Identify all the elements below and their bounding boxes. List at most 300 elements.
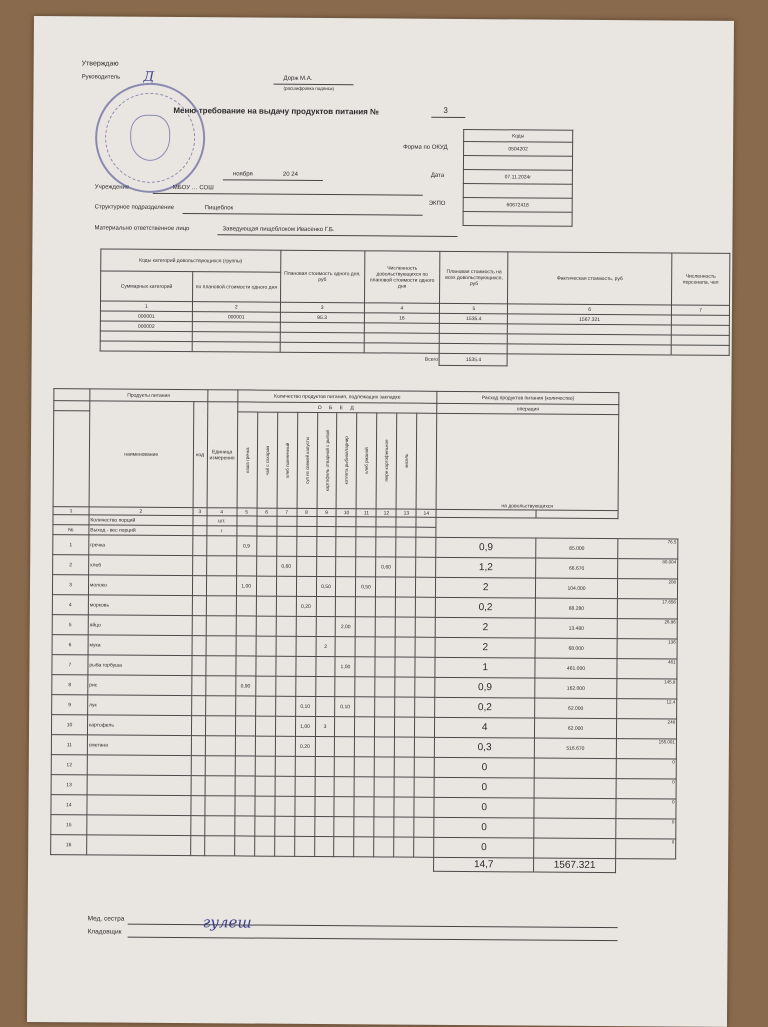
col-number: 1 xyxy=(53,507,89,515)
qty-cell xyxy=(374,817,394,837)
category-cell xyxy=(671,325,729,335)
nurse-label: Мед. сестра xyxy=(87,915,125,923)
qty-cell: 0,60 xyxy=(376,557,396,577)
total-label: Всего xyxy=(424,356,439,363)
qty-cell xyxy=(356,617,376,637)
category-cell xyxy=(364,323,440,334)
qty-cell xyxy=(376,577,396,597)
qty-cell xyxy=(336,597,356,617)
qty-cell xyxy=(256,656,276,676)
col-number: 14 xyxy=(416,509,436,517)
row-number: 10 xyxy=(51,715,87,735)
row-sum: 461 xyxy=(617,659,677,679)
product-name: лук xyxy=(88,695,192,716)
qty-cell xyxy=(256,616,276,636)
product-name: сметана xyxy=(87,735,191,756)
dish-header: хлеб ржаной xyxy=(357,413,378,509)
col-number: 12 xyxy=(376,509,396,517)
row-number: 1 xyxy=(53,535,89,555)
qty-cell: 3 xyxy=(315,716,335,736)
qty-cell xyxy=(335,717,355,737)
qty-cell xyxy=(375,737,395,757)
qty-cell xyxy=(276,596,296,616)
unit-price: 88.280 xyxy=(535,598,617,619)
category-cell xyxy=(440,333,508,343)
qty-cell xyxy=(395,677,415,697)
category-cell: 1535.4 xyxy=(440,313,508,323)
product-name: гречка xyxy=(89,535,193,556)
qty-cell xyxy=(376,617,396,637)
unit-price: 68.000 xyxy=(535,638,617,659)
qty-total: 0 xyxy=(434,777,534,798)
qty-cell xyxy=(395,697,415,717)
qty-cell xyxy=(335,757,355,777)
qty-cell xyxy=(274,836,294,856)
qty-cell xyxy=(394,797,414,817)
qty-cell: 1,00 xyxy=(295,716,315,736)
qty-cell xyxy=(235,776,255,796)
qty-cell xyxy=(295,656,315,676)
product-name xyxy=(87,755,191,776)
qty-cell xyxy=(336,637,356,657)
qty-cell: 0,60 xyxy=(276,556,296,576)
qty-cell xyxy=(275,756,295,776)
qty-cell xyxy=(294,816,314,836)
qty-cell xyxy=(376,537,396,557)
qty-cell xyxy=(396,597,416,617)
col-number: 5 xyxy=(237,508,257,516)
qty-cell xyxy=(375,677,395,697)
qty-cell xyxy=(315,676,335,696)
code-header: код xyxy=(193,402,208,508)
category-cell xyxy=(671,335,729,345)
responsible-value: Заведующая пищеблоком Ивасенко Г.Б. xyxy=(222,226,335,234)
category-cell: 000001 xyxy=(192,312,280,323)
storekeeper-label: Кладовщик xyxy=(87,928,122,936)
col-number: 3 xyxy=(280,302,364,313)
category-cell: 1567.321 xyxy=(508,314,672,325)
qty-cell xyxy=(254,836,274,856)
qty-cell xyxy=(335,777,355,797)
qty-cell xyxy=(236,656,256,676)
qty-cell xyxy=(355,717,375,737)
col-number: 4 xyxy=(207,508,237,516)
qty-cell xyxy=(256,636,276,656)
col-number: 6 xyxy=(257,508,277,516)
qty-cell xyxy=(354,817,374,837)
categories-table: Коды категорий довольствующихся (группы) Плановая стоимость одного дня, руб Численность довольствующихся по плановой стоимости одного дня Плановая стоимость на всех довольствующихся, руб Фактическая стоимость, руб Численность персонала, чел Суммарных категорий по плановой стоимости одного дня 1 2 3 4 5 6 7 000001 000001 95.3 16 1535.4 1567.321 000002 Всего 1535.4 xyxy=(100,248,731,367)
qty-cell xyxy=(334,837,354,857)
qty-cell xyxy=(235,696,255,716)
qty-cell xyxy=(355,637,375,657)
col-number: 9 xyxy=(317,508,337,516)
category-cell: 000002 xyxy=(100,321,192,332)
qty-cell xyxy=(316,536,336,556)
qty-cell: 0,50 xyxy=(316,576,336,596)
category-cell: 95.3 xyxy=(280,312,364,323)
qty-cell: 0,90 xyxy=(235,676,255,696)
col-number: 5 xyxy=(440,303,508,313)
qty-cell xyxy=(375,657,395,677)
qty-cell xyxy=(355,657,375,677)
head-signature: Д xyxy=(143,69,155,85)
okpo-code: 60672418 xyxy=(463,198,572,213)
qty-cell xyxy=(255,796,275,816)
qty-cell xyxy=(336,557,356,577)
qty-cell xyxy=(355,777,375,797)
row-sum: 80.004 xyxy=(618,559,678,579)
unit-price: 516.670 xyxy=(534,738,616,759)
qty-cell xyxy=(314,816,334,836)
row-sum: 17.656 xyxy=(617,599,677,619)
qty-cell xyxy=(396,577,416,597)
unit-price: 104.000 xyxy=(536,578,618,599)
product-name: рыба горбуша xyxy=(88,655,192,676)
head-label: Руководитель xyxy=(81,74,121,81)
qty-cell xyxy=(275,736,295,756)
official-seal xyxy=(95,82,206,193)
codes-table xyxy=(463,129,574,227)
qty-cell xyxy=(276,616,296,636)
qty-cell xyxy=(354,797,374,817)
qty-cell xyxy=(395,737,415,757)
qty-cell xyxy=(275,676,295,696)
qty-cell xyxy=(314,796,334,816)
product-name: картофель xyxy=(87,715,191,736)
row-number: 3 xyxy=(52,575,88,595)
row-sum: 145.8 xyxy=(617,679,677,699)
row-number: 6 xyxy=(52,635,88,655)
qty-cell: 0,10 xyxy=(335,697,355,717)
category-cell xyxy=(280,332,364,343)
obed-header: О Б Е Д xyxy=(237,402,437,413)
grand-sum: 1567.321 xyxy=(534,858,616,873)
row-number: 7 xyxy=(52,655,88,675)
qty-cell xyxy=(236,556,256,576)
row-sum: 208 xyxy=(617,579,677,599)
qty-cell xyxy=(275,696,295,716)
qty-cell xyxy=(355,697,375,717)
row-number: 16 xyxy=(51,835,87,855)
meta-label: Выход - вес порций xyxy=(89,525,193,536)
row-sum: 248 xyxy=(616,719,676,739)
qty-cell: 0,50 xyxy=(356,577,376,597)
doc-number: 3 xyxy=(443,105,448,115)
date-code: 07.11.2024г xyxy=(463,170,572,185)
qty-cell xyxy=(336,577,356,597)
qty-cell xyxy=(315,656,335,676)
qty-cell xyxy=(255,756,275,776)
unit-price: 13.480 xyxy=(535,618,617,639)
qty-cell xyxy=(396,617,416,637)
doc-title: Меню-требование на выдачу продуктов питания № xyxy=(173,105,380,117)
qty-cell xyxy=(316,616,336,636)
division-label: Структурное подразделение xyxy=(94,204,175,211)
unit-price: 85.000 xyxy=(536,538,618,559)
col-number: 1 xyxy=(100,301,192,312)
unit-price xyxy=(534,798,616,819)
approve-label: Утверждаю xyxy=(81,60,119,68)
qty-cell xyxy=(395,657,415,677)
row-number: 5 xyxy=(52,615,88,635)
qty-cell xyxy=(255,776,275,796)
qty-cell xyxy=(274,796,294,816)
product-name xyxy=(87,835,191,856)
qty-cell xyxy=(276,536,296,556)
col-number: 7 xyxy=(277,508,297,516)
row-number: 2 xyxy=(53,555,89,575)
col-number: 7 xyxy=(671,305,729,315)
qty-cell xyxy=(296,556,316,576)
col-number: 4 xyxy=(364,303,440,314)
row-sum: 0 xyxy=(616,759,676,779)
qty-cell xyxy=(394,837,414,857)
qty-cell xyxy=(396,537,416,557)
row-number: 8 xyxy=(52,675,88,695)
category-cell xyxy=(280,322,364,333)
qty-cell xyxy=(234,836,254,856)
col-number: 2 xyxy=(192,302,280,313)
qty-cell xyxy=(376,597,396,617)
qty-cell xyxy=(236,596,256,616)
qty-cell xyxy=(254,816,274,836)
qty-cell xyxy=(395,717,415,737)
category-cell xyxy=(440,323,508,333)
unit-price xyxy=(534,838,616,859)
qty-cell xyxy=(375,637,395,657)
codes-header: Коды xyxy=(464,130,573,143)
product-name: хлеб xyxy=(88,555,192,576)
qty-total: 4 xyxy=(435,717,535,738)
qty-cell xyxy=(295,756,315,776)
category-cell xyxy=(100,341,192,352)
category-cell: 16 xyxy=(364,313,440,324)
row-number: 12 xyxy=(51,755,87,775)
row-number: 15 xyxy=(51,815,87,835)
row-sum: 0 xyxy=(616,799,676,819)
institution-value: МБОУ … СОШ xyxy=(172,184,214,192)
name-header: наименование xyxy=(89,401,194,508)
qty-cell xyxy=(335,677,355,697)
row-sum: 12.4 xyxy=(617,699,677,719)
qty-cell xyxy=(395,637,415,657)
qty-cell xyxy=(375,717,395,737)
qty-cell xyxy=(235,736,255,756)
head-name: Дорж М.А. xyxy=(283,75,313,82)
row-sum: 26.96 xyxy=(617,619,677,639)
category-cell xyxy=(671,315,729,325)
row-sum: 155.001 xyxy=(616,739,676,759)
qty-cell: 2 xyxy=(316,636,336,656)
qty-total: 0,3 xyxy=(435,737,535,758)
qty-cell xyxy=(256,536,276,556)
qty-cell xyxy=(315,696,335,716)
dish-header: котлета рыбная/гарнир xyxy=(337,413,358,509)
row-number: 4 xyxy=(52,595,88,615)
row-number: 11 xyxy=(51,735,87,755)
qty-cell xyxy=(356,557,376,577)
qty-cell xyxy=(356,537,376,557)
qty-cell xyxy=(334,797,354,817)
product-name xyxy=(87,815,191,836)
qty-cell xyxy=(255,736,275,756)
qty-cell xyxy=(315,756,335,776)
qty-total: 2 xyxy=(436,577,536,598)
institution-label: Учреждение xyxy=(94,184,130,191)
okpo-label: ЭКПО xyxy=(428,200,446,207)
qty-cell xyxy=(255,716,275,736)
qty-total: 2 xyxy=(435,617,535,638)
category-cell xyxy=(364,343,440,354)
qty-total: 1 xyxy=(435,657,535,678)
row-number: 14 xyxy=(51,795,87,815)
qty-cell xyxy=(375,697,395,717)
qty-cell xyxy=(256,596,276,616)
dish-header: суп из свежей капусты xyxy=(297,412,318,508)
qty-cell: 0,20 xyxy=(296,596,316,616)
storekeeper-signature: гулеш xyxy=(202,913,252,932)
date-year: 20 24 xyxy=(282,171,298,178)
unit-header: Единица измерения xyxy=(207,402,238,508)
okud-code: 0504202 xyxy=(464,142,573,157)
dish-header: кисель xyxy=(396,413,417,509)
meta-unit: г xyxy=(207,526,237,536)
row-number: 9 xyxy=(52,695,88,715)
document-page xyxy=(27,16,734,1027)
qty-cell xyxy=(316,596,336,616)
qty-cell xyxy=(394,777,414,797)
qty-cell xyxy=(374,777,394,797)
product-name xyxy=(87,775,191,796)
unit-price: 66.670 xyxy=(536,558,618,579)
row-sum: 0 xyxy=(616,779,676,799)
meta-label: Количество порций xyxy=(89,515,193,526)
qty-cell xyxy=(315,736,335,756)
qty-cell xyxy=(334,817,354,837)
category-cell xyxy=(192,332,280,343)
qty-cell xyxy=(355,757,375,777)
unit-price xyxy=(534,778,616,799)
qty-header: Количество продуктов питания, подлежащих закладке xyxy=(237,390,437,403)
qty-cell xyxy=(354,837,374,857)
qty-total: 1,2 xyxy=(436,557,536,578)
dish-header: чай с сахаром xyxy=(257,412,278,508)
date-month: ноября xyxy=(232,171,253,178)
unit-price: 162.000 xyxy=(535,678,617,699)
qty-cell: 2,00 xyxy=(336,617,356,637)
qty-total: 0 xyxy=(434,817,534,838)
qty-cell xyxy=(395,757,415,777)
qty-cell xyxy=(394,817,414,837)
qty-cell xyxy=(296,536,316,556)
qty-cell xyxy=(275,776,295,796)
unit-price xyxy=(534,758,616,779)
date-label: Дата xyxy=(430,172,445,179)
responsible-label: Материально ответственное лицо xyxy=(94,225,190,233)
category-cell xyxy=(364,333,440,344)
grand-total: 14,7 xyxy=(434,857,534,872)
category-cell xyxy=(192,342,280,353)
row-sum: 76.5 xyxy=(618,539,678,559)
qty-cell: 0,20 xyxy=(295,736,315,756)
qty-cell xyxy=(255,676,275,696)
category-cell xyxy=(440,343,508,353)
qty-cell xyxy=(276,636,296,656)
meta-unit: шт. xyxy=(207,516,237,526)
col-number: 3 xyxy=(193,508,207,516)
qty-cell xyxy=(235,716,255,736)
products-header: Продукты питания xyxy=(90,389,208,402)
products-table: Продукты питания Количество продуктов питания, подлежащих закладке Расход продуктов питания (количество) наименование код Единица измерения О Б Е Д операция каша гречка чай с сахаром хлеб пшеничный суп из свежей капусты картофель отварной с рыбой котлета рыбная/гарнир хлеб ржаной пюре картофельное кисель на довольствующихся 1 2 3 4 5 6 7 8 9 10 11 12 13 14 Количество порций шт. № Выход - вес порций г 1 гречка 0,9 0,9 85.000 76.5 2 хлеб 0,60 0,60 1,2 66.670 80.004 3 молоко 1,00 0,50 0,50 2 104.000 208 4 морковь 0,20 0,2 88.280 17.656 5 яйцо 2,00 2 13.480 26.96 6 мука 2 2 68.000 136 7 рыба горбуша 1,00 1 461.000 461 8 рис 0,90 0,9 162.000 145.8 9 лук 0,10 0,10 0,2 62.000 12.4 10 картофель 1,00 3 4 62.000 248 11 сметана 0,20 0,3 516.670 155.001 12 0 0 13 0 0 14 0 0 15 0 0 16 0 0 14,7 1567.321 xyxy=(50,388,679,873)
category-cell xyxy=(192,322,280,333)
expense-header: Расход продуктов питания (количество) xyxy=(437,391,619,404)
category-cell: 000001 xyxy=(100,311,192,322)
qty-cell xyxy=(236,636,256,656)
qty-cell xyxy=(374,837,394,857)
qty-total: 0,9 xyxy=(435,677,535,698)
qty-cell xyxy=(235,756,255,776)
qty-cell xyxy=(256,576,276,596)
qty-cell: 0,10 xyxy=(295,696,315,716)
qty-cell xyxy=(296,576,316,596)
qty-cell xyxy=(315,776,335,796)
qty-cell xyxy=(356,597,376,617)
product-name: яйцо xyxy=(88,615,192,636)
qty-cell xyxy=(275,716,295,736)
qty-cell xyxy=(314,836,334,856)
unit-price xyxy=(534,818,616,839)
qty-cell xyxy=(375,757,395,777)
unit-price: 461.000 xyxy=(535,658,617,679)
col-number: 11 xyxy=(356,509,376,517)
qty-cell xyxy=(294,836,314,856)
row-sum: 0 xyxy=(616,839,676,859)
total-value: 1535.4 xyxy=(440,353,508,365)
dish-header: каша гречка xyxy=(237,412,258,508)
row-sum: 0 xyxy=(616,819,676,839)
col-number: 13 xyxy=(396,509,416,517)
row-number: 13 xyxy=(51,775,87,795)
dish-header: хлеб пшеничный xyxy=(277,412,298,508)
qty-cell xyxy=(295,676,315,696)
qty-cell xyxy=(355,737,375,757)
qty-cell: 0,9 xyxy=(236,536,256,556)
dish-header: пюре картофельное xyxy=(376,413,397,509)
col-number: 10 xyxy=(336,509,356,517)
qty-cell xyxy=(296,636,316,656)
total-all-header: на довольствующихся xyxy=(436,413,618,510)
qty-cell xyxy=(274,816,294,836)
qty-cell xyxy=(335,737,355,757)
qty-cell xyxy=(336,537,356,557)
qty-cell xyxy=(276,576,296,596)
qty-cell xyxy=(296,616,316,636)
category-cell xyxy=(100,331,192,342)
qty-cell: 1,00 xyxy=(236,576,256,596)
qty-cell xyxy=(374,797,394,817)
qty-total: 0,2 xyxy=(436,597,536,618)
qty-cell xyxy=(295,776,315,796)
product-name: морковь xyxy=(88,595,192,616)
qty-cell xyxy=(234,816,254,836)
portions-header: операция xyxy=(437,403,619,414)
division-value: Пищеблок xyxy=(204,205,234,212)
qty-total: 2 xyxy=(435,637,535,658)
qty-cell xyxy=(236,616,256,636)
dish-header: картофель отварной с рыбой xyxy=(317,412,338,508)
qty-cell: 1,00 xyxy=(335,657,355,677)
qty-total: 0 xyxy=(434,797,534,818)
